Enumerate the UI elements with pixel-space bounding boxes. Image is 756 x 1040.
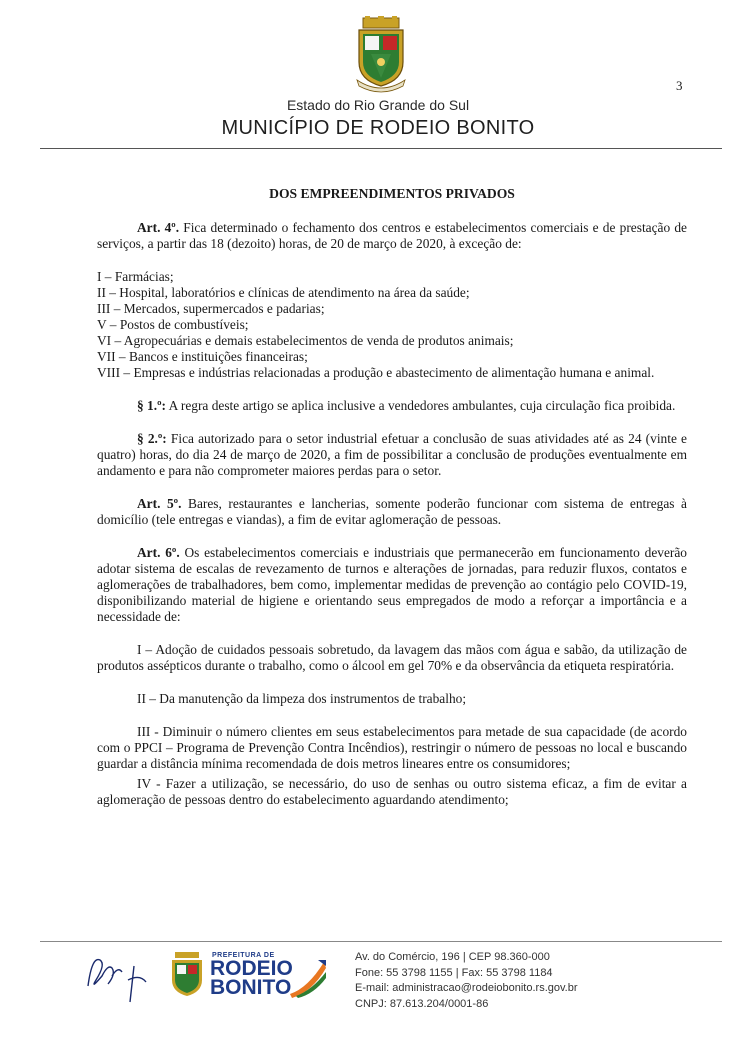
logo-crest-icon: [170, 952, 204, 998]
list-item: III – Mercados, supermercados e padarias;: [97, 301, 325, 316]
footer-contact: [355, 950, 578, 1012]
paragraph-1: [97, 398, 687, 414]
handwritten-signature-icon: [82, 946, 162, 1006]
page-number: 3: [676, 78, 683, 93]
prefeitura-logo: [170, 950, 340, 1002]
list-item: I – Farmácias;: [97, 269, 174, 284]
footer-email: E-mail: administracao@rodeiobonito.rs.gov.br: [355, 982, 578, 994]
paragraph-1-label: § 1.º:: [137, 398, 166, 413]
article-5-label: Art. 5º.: [137, 496, 182, 511]
section-title: DOS EMPREENDIMENTOS PRIVADOS: [269, 186, 515, 201]
exception-list: [97, 269, 687, 381]
list-item: VIII – Empresas e indústrias relacionadas a produção e abastecimento de alimentação humana e animal.: [97, 365, 655, 380]
footer-phone: Fone: 55 3798 1155 | Fax: 55 3798 1184: [355, 966, 553, 979]
municipality-name: MUNICÍPIO DE RODEIO BONITO: [221, 117, 535, 139]
document-body: [97, 186, 687, 825]
paragraph-2-label: § 2.º:: [137, 431, 167, 446]
logo-swoosh-icon: [288, 958, 328, 998]
article-6-label: Art. 6º.: [137, 545, 180, 560]
logo-prefix: PREFEITURA DE: [212, 952, 275, 959]
state-name: Estado do Rio Grande do Sul: [286, 97, 470, 113]
paragraph-2-text: Fica autorizado para o setor industrial efetuar a conclusão de suas atividades até as 24 (vinte e quatro) horas, do dia 24 de março de 2020, a fim de possibilitar a conclusão de produções eventualmente em andamento e para não comprometer maiores perdas para o setor.: [97, 431, 688, 478]
footer-divider: [40, 941, 722, 942]
article-6-text: Os estabelecimentos comerciais e industriais que permanecerão em funcionamento deverão adotar sistema de escalas de revezamento de turnos e alterações de jornadas, para reduzir fluxos, contatos e aglomerações de trabalhadores, bem como, implementar medidas de prevenção ao contágio pelo COVID-19, disponibilizando material de higiene e orientando seus empregados de modo a reforçar a importância e a necessidade de:: [97, 545, 687, 624]
footer-address: Av. do Comércio, 196 | CEP 98.360-000: [355, 951, 550, 963]
article-4-label: Art. 4º.: [137, 220, 180, 235]
logo-word-bonito: BONITO: [210, 976, 292, 999]
article-6-item-i: I – Adoção de cuidados pessoais sobretudo, da lavagem das mãos com água e sabão, da utilização de produtos assépticos durante o trabalho, como o álcool em gel 70% e da observância da etiqueta respiratória.: [97, 642, 687, 673]
article-6-item-iii: III - Diminuir o número clientes em seus estabelecimentos para metade de sua capacidade (de acordo com o PPCI – Programa de Prevenção Contra Incêndios), restringir o número de pessoas no local e buscando guardar a distância mínima recomendada de dois metros lineares entre os consumidores;: [97, 724, 687, 771]
article-5-text: Bares, restaurantes e lancherias, somente poderão funcionar com sistema de entregas à domicílio (tele entregas e viandas), a fim de evitar aglomeração de pessoas.: [97, 496, 687, 527]
article-6-item-ii: II – Da manutenção da limpeza dos instrumentos de trabalho;: [137, 691, 467, 706]
footer-cnpj: CNPJ: 87.613.204/0001-86: [355, 997, 489, 1010]
article-6-item-iv: IV - Fazer a utilização, se necessário, do uso de senhas ou outro sistema eficaz, a fim de evitar a aglomeração de pessoas dentro do estabelecimento aguardando atendimento;: [97, 776, 687, 807]
paragraph-1-text: A regra deste artigo se aplica inclusive a vendedores ambulantes, cuja circulação fica proibida.: [165, 398, 676, 413]
list-item: II – Hospital, laboratórios e clínicas de atendimento na área da saúde;: [97, 285, 470, 300]
article-5: [97, 496, 687, 528]
article-4-text: Fica determinado o fechamento dos centros e estabelecimentos comerciais e de prestação de serviços, a partir das 18 (dezoito) horas, de 20 de março de 2020, à exceção de:: [97, 220, 688, 251]
list-item: VII – Bancos e instituições financeiras;: [97, 349, 308, 364]
paragraph-2: [97, 431, 687, 479]
list-item: V – Postos de combustíveis;: [97, 317, 249, 332]
article-6: [97, 545, 687, 625]
coat-of-arms-icon: [353, 16, 409, 94]
article-4: [97, 220, 687, 252]
list-item: VI – Agropecuárias e demais estabelecimentos de venda de produtos animais;: [97, 333, 514, 348]
header-divider: [40, 148, 722, 149]
logo-word-rodeio: RODEIO: [210, 957, 293, 980]
